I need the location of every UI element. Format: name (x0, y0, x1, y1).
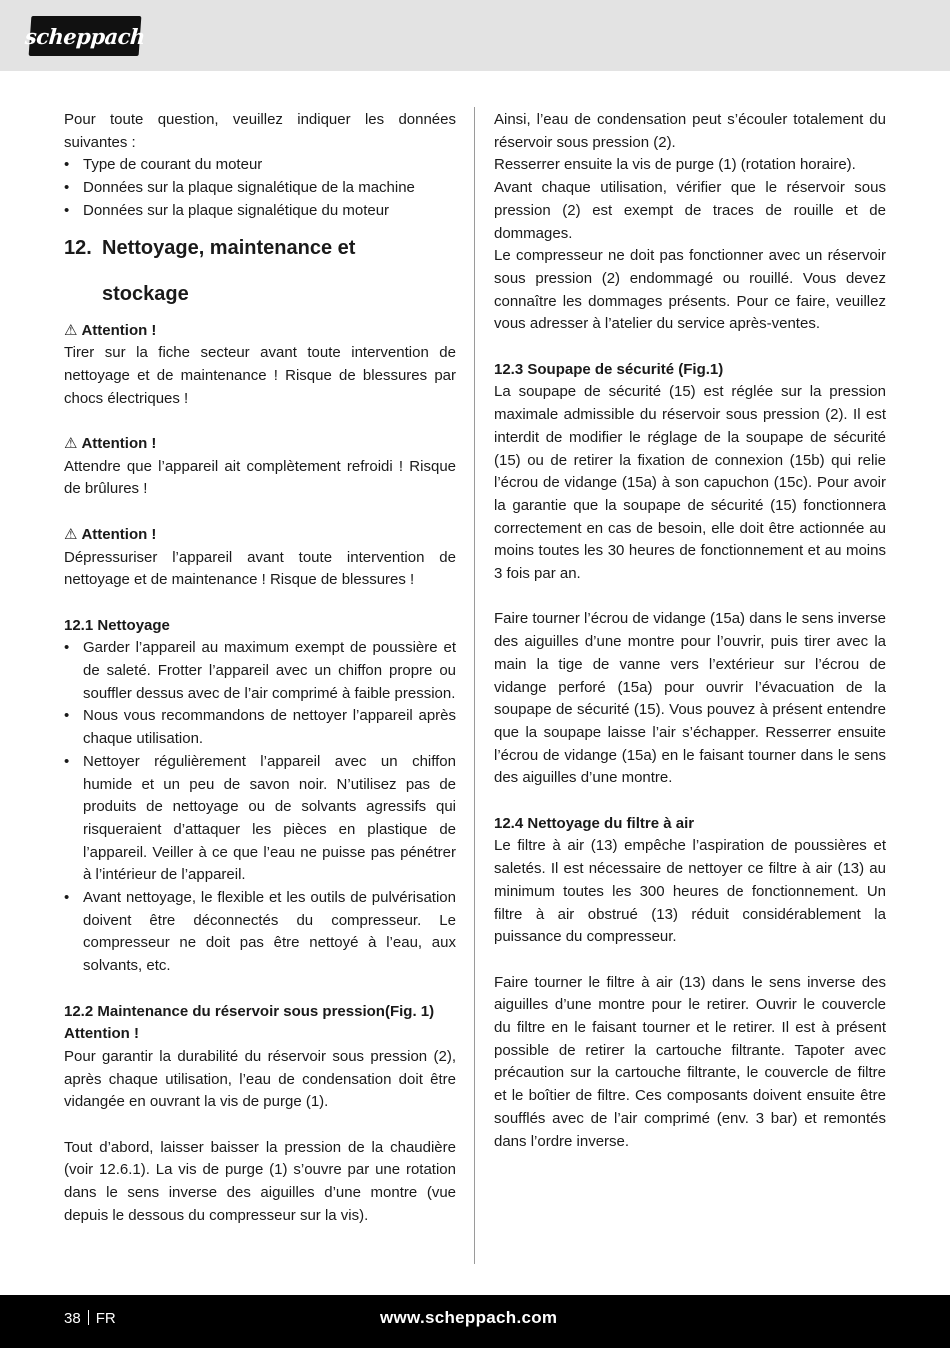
column-divider (474, 107, 475, 1264)
subsection-title-12-3: 12.3 Soupape de sécurité (Fig.1) (494, 360, 724, 378)
paragraph: Resserrer ensuite la vis de purge (1) (rotation horaire). (494, 156, 856, 174)
warning-block (64, 320, 456, 411)
warning-text: Dépressuriser l’appareil avant toute intervention de nettoyage et de maintenance ! Risque de blessures ! (64, 548, 456, 589)
list-item: • Nous vous recommandons de nettoyer l’appareil après chaque utilisation. (64, 705, 456, 750)
warning-block (64, 524, 456, 592)
cleaning-list (64, 637, 456, 978)
subsection-title-12-4: 12.4 Nettoyage du filtre à air (494, 814, 695, 832)
subsection-title-12-2: 12.2 Maintenance du réservoir sous pression(Fig. 1) (64, 1002, 435, 1020)
left-column (64, 109, 456, 1228)
warning-text: Attendre que l’appareil ait complètement refroidi ! Risque de brûlures ! (64, 457, 456, 498)
paragraph: Avant chaque utilisation, vérifier que le réservoir sous pression (2) est exempt de traces de rouille et de dommages. (494, 179, 886, 242)
language-code: FR (95, 1310, 116, 1327)
page-separator (88, 1310, 89, 1325)
section-title-line-1: Nettoyage, maintenance et (102, 236, 356, 259)
paragraph: Faire tourner le filtre à air (13) dans le sens inverse des aiguilles d’une montre pour le retirer. Ouvrir le couvercle du filtre en le faisant tourner et le retirer. Il est à présent possible de retirer la cartouche filtrante. Tapoter avec précaution sur la cartouche filtrante, le couvercle de filtre et le boîtier de filtre. Ces composants doivent ensuite être soufflés avec de l’air comprimé (env. 3 bar) et remontés dans l’ordre inverse. (494, 973, 886, 1150)
list-item: • Type de courant du moteur (64, 154, 456, 177)
page-header (0, 0, 950, 71)
paragraph: Pour garantir la durabilité du réservoir sous pression (2), après chaque utilisation, l’eau de condensation doit être vidangée en ouvrant la vis de purge (1). (64, 1047, 456, 1111)
warning-icon: ⚠ (64, 435, 78, 453)
paragraph: Faire tourner l’écrou de vidange (15a) dans le sens inverse des aiguilles d’une montre pour l’ouvrir, puis tirer avec la main la tige de vanne vers l’extérieur sur l’écrou de vidange perforé (15a) pour ouvrir l’évacuation de la soupape de sécurité (15). Vous pouvez à présent entendre que la soupape laisse l’air s’échapper. Resserrer ensuite l’écrou de vidange (15a) en le faisant tourner dans le sens des aiguilles d’une montre. (494, 610, 886, 787)
section-heading (64, 225, 456, 317)
list-item: • Avant nettoyage, le flexible et les outils de pulvérisation doivent être déconnectés du compresseur. Le compresseur ne doit pas être nettoyé à l’eau, aux solvants, etc. (64, 887, 456, 978)
warning-icon: ⚠ (64, 321, 78, 339)
right-column (494, 109, 886, 1153)
paragraph: Le filtre à air (13) empêche l’aspiration de poussières et saletés. Il est nécessaire de nettoyer ce filtre à air (13) au minimum toutes les 300 heures de fonctionnement. Un filtre à air obstrué (13) réduit considérablement la puissance du compresseur. (494, 837, 886, 946)
list-item: • Garder l’appareil au maximum exempt de poussière et de saleté. Frotter l’appareil avec un chiffon propre ou souffler dessus avec de l’air comprimé à faible pression. (64, 637, 456, 705)
attention-label: Attention ! (64, 1025, 139, 1043)
page-number: 38 (64, 1310, 81, 1327)
section-number: 12. (64, 236, 92, 259)
warning-title: Attention ! (81, 435, 157, 453)
list-item: • Données sur la plaque signalétique du moteur (64, 200, 456, 223)
intro-text: Pour toute question, veuillez indiquer les données suivantes : (64, 111, 456, 151)
paragraph: Tout d’abord, laisser baisser la pression de la chaudière (voir 12.6.1). La vis de purge (1) s’ouvre par une rotation dans le sens inverse des aiguilles d’une montre (vue depuis le dessous du compresseur sur la vis). (64, 1138, 456, 1224)
paragraph: La soupape de sécurité (15) est réglée sur la pression maximale admissible du réservoir sous pression (2). Il est interdit de modifier le réglage de la soupape de sécurité (15) ou de retirer la fixation de connexion (15b) qui relie l’écrou de vidange (15a) à son capuchon (15c). Pour avoir la garantie que la soupape de sécurité (15) fonctionnera correctement en cas de besoin, elle doit être actionnée au moins toutes les 30 heures de fonctionnement et au moins 3 fois par an. (494, 383, 886, 583)
subsection-title-12-1: 12.1 Nettoyage (64, 616, 170, 634)
warning-text: Tirer sur la fiche secteur avant toute intervention de nettoyage et de maintenance ! Risque de blessures par chocs électriques ! (64, 344, 456, 407)
scheppach-logo: scheppach (29, 16, 142, 56)
section-title-line-2: stockage (102, 282, 189, 305)
warning-icon: ⚠ (64, 525, 78, 543)
intro-list (64, 154, 456, 222)
paragraph: Ainsi, l’eau de condensation peut s’écouler totalement du réservoir sous pression (2). (494, 111, 886, 151)
warning-title: Attention ! (81, 321, 157, 339)
list-item: • Nettoyer régulièrement l’appareil avec un chiffon humide et un peu de savon noir. N’utilisez pas de produits de nettoyage ou de solvants agressifs qui risqueraient d’attaquer les pièces en plastique de l’appareil. Veiller à ce que l’eau ne puisse pas pénétrer à l’intérieur de l’appareil. (64, 751, 456, 887)
warning-title: Attention ! (81, 525, 157, 543)
list-item: • Données sur la plaque signalétique de la machine (64, 177, 456, 200)
paragraph: Le compresseur ne doit pas fonctionner avec un réservoir sous pression (2) endommagé ou rouillé. Vous devez connaître les dommages présents. Pour ce faire, veuillez vous adresser à l’atelier du service après-ventes. (494, 247, 886, 333)
page-footer (0, 1295, 950, 1348)
page-info (64, 1310, 116, 1327)
warning-block (64, 433, 456, 501)
website-link[interactable]: www.scheppach.com (380, 1308, 558, 1327)
